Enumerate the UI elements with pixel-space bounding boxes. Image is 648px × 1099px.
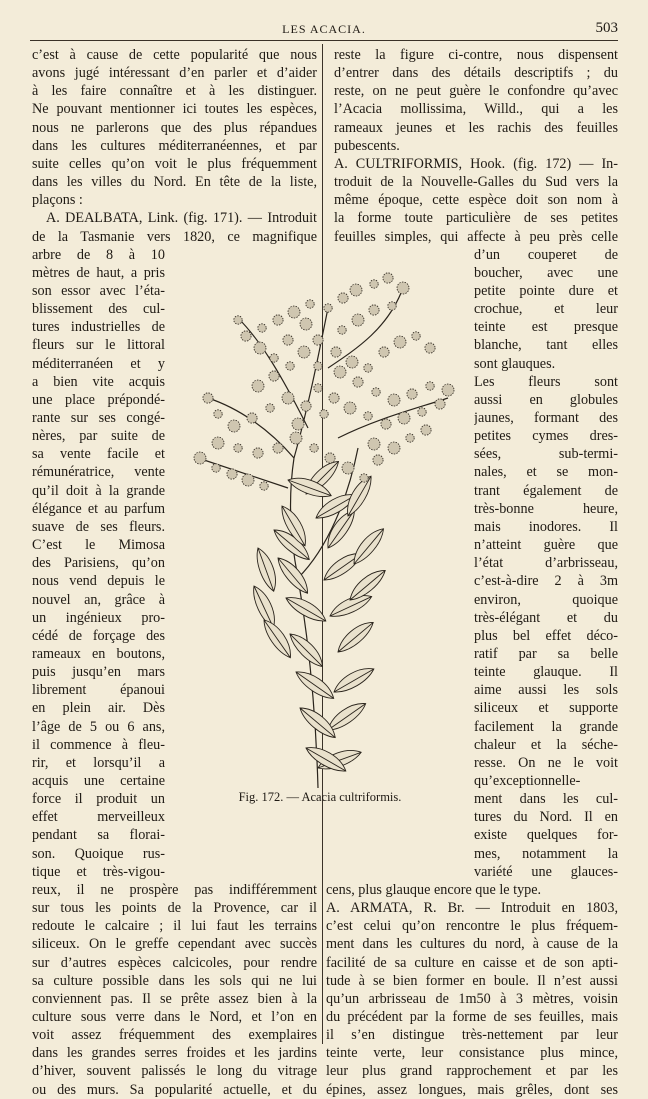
text-line: sa culture possible dans les sols qui ne lui: [32, 972, 317, 989]
text-line: ment dans les cul-: [474, 791, 618, 808]
flower-globule: [227, 469, 237, 479]
text-line: librement épanoui: [32, 682, 165, 699]
leaf-shape: [348, 524, 388, 568]
flower-globule: [234, 316, 242, 324]
text-line: épines, assez longues, mais grêles, dont ses: [326, 1081, 618, 1098]
text-line: trant également de: [474, 482, 618, 499]
flower-globule: [373, 455, 383, 465]
flower-globule: [338, 293, 348, 303]
flower-globule: [364, 412, 372, 420]
leaf-shape: [293, 666, 338, 703]
text-line: rameaux jeunes et les rachis des feuilles: [334, 119, 618, 136]
text-line: c’est celui qu’on rencontre le plus fréquem-: [326, 918, 618, 935]
text-line: a bien vite acquis: [32, 373, 165, 390]
text-line: il commence à fleu-: [32, 736, 165, 753]
text-line: méditerranéen et y: [32, 355, 165, 372]
text-line: l’Acacia mollissima, Willd., qui a les: [334, 101, 618, 118]
text-line: force il produit un: [32, 791, 165, 808]
text-line: c’est à cause de cette popularité que nous: [32, 47, 317, 63]
text-line: resse. On ne le voit: [474, 754, 618, 771]
text-line: rameaux en boutons,: [32, 645, 165, 662]
text-line: cédé de forçage des: [32, 627, 165, 644]
text-line: qu’il doit à la grande: [32, 482, 165, 499]
flower-globule: [214, 410, 222, 418]
leaf-shape: [252, 545, 280, 593]
text-line: même époque, cette espèce doit son nom à: [334, 192, 618, 209]
text-line: feuilles simples, qui affecte à peu près celle: [334, 228, 618, 245]
text-line: facilement la grande: [474, 718, 618, 735]
text-line: conviennent pas. Il se prête assez bien à la: [32, 990, 317, 1007]
flower-globule: [258, 324, 266, 332]
text-line: jaunes, formant des: [474, 410, 618, 426]
flower-globule: [269, 371, 279, 381]
flower-globule: [298, 346, 310, 358]
caption-text: Fig. 172. — Acacia cultriformis.: [238, 790, 402, 804]
flower-globule: [369, 305, 379, 315]
text-line: rir, et lorsqu’il a: [32, 754, 165, 771]
text-line: fleurs sur le littoral: [32, 337, 165, 354]
flower-globule: [379, 347, 389, 357]
running-title: LES ACACIA.: [282, 22, 366, 36]
text-line: tures industrielles de: [32, 319, 165, 336]
flower-globule: [388, 394, 400, 406]
flower-globule: [398, 412, 410, 424]
text-line: blissement des cul-: [32, 301, 165, 318]
text-line: dans les villes du Nord. En tête de la liste,: [32, 174, 317, 191]
flower-globule: [342, 462, 354, 474]
text-line: son. Quoique rus-: [32, 845, 165, 862]
text-line: ou des murs. Sa popularité actuelle, et du: [32, 1081, 317, 1098]
text-line: sont glauques.: [474, 355, 556, 372]
flower-globule: [252, 380, 264, 392]
leaf-shape: [273, 553, 313, 597]
flower-globule: [242, 474, 254, 486]
flower-globule: [388, 442, 400, 454]
flower-globule: [273, 315, 283, 325]
text-line: chaleur et la séche-: [474, 736, 618, 753]
text-line: cens, plus glauque encore que le type.: [326, 881, 542, 898]
text-line: teinte glauque. Il: [474, 664, 618, 681]
leaf-shape: [330, 663, 377, 698]
text-line: tures du Nord. Il en: [474, 809, 618, 826]
text-line: l’état d’arbrisseau,: [474, 555, 618, 572]
text-line: rémunératrice, vente: [32, 464, 165, 481]
text-line: du précédent par la forme de ses feuilles, mais: [326, 1008, 618, 1025]
page-number: 503: [595, 20, 618, 36]
flower-globule: [301, 401, 311, 411]
text-line: dans les grandes serres froides et les jardins: [32, 1045, 317, 1062]
flower-globule: [329, 393, 339, 403]
text-line: plaçons :: [32, 192, 83, 209]
text-line: n’atteint guère que: [474, 537, 618, 554]
flower-globule: [234, 444, 242, 452]
text-line: dans les cultures méditerranéennes, et par: [32, 137, 317, 154]
flower-globule: [442, 384, 454, 396]
text-line: en plein air. Dès: [32, 700, 165, 717]
text-line: pendant sa florai-: [32, 827, 165, 844]
text-line: petites cymes dres-: [474, 428, 618, 445]
flower-globule: [228, 420, 240, 432]
text-line: une place prépondé-: [32, 391, 165, 408]
flower-globule: [314, 362, 322, 370]
flower-globule: [282, 392, 294, 404]
text-line: crochue, et leur: [474, 301, 618, 318]
flower-globule: [353, 377, 363, 387]
flower-globule: [306, 300, 314, 308]
text-line: suave de ses fleurs.: [32, 518, 165, 535]
flower-globule: [313, 335, 323, 345]
flower-globule: [254, 342, 266, 354]
flower-globule: [270, 354, 278, 362]
text-line: arbre de 8 à 10: [32, 246, 165, 263]
text-line: nous vend depuis le: [32, 573, 165, 590]
text-line: tude à se bien former en boule. Il n’est aussi: [326, 972, 618, 989]
flower-globule: [331, 347, 341, 357]
text-line: mes, notamment la: [474, 845, 618, 862]
text-line: nous ne parlerons que des plus répandues: [32, 119, 317, 136]
text-line: très-élégant et du: [474, 609, 618, 626]
text-line: mais inodores. Il: [474, 518, 618, 535]
leaf-shape: [327, 590, 374, 622]
flower-globule: [286, 362, 294, 370]
text-line: il s’en distingue très-nettement par leur: [326, 1027, 618, 1044]
flower-globule: [203, 393, 213, 403]
flower-globule: [334, 366, 346, 378]
text-line: voit assez fréquemment des exemplaires: [32, 1027, 317, 1044]
flower-globule: [300, 318, 312, 330]
text-line: A. ARMATA, R. Br. — Introduit en 1803,: [326, 900, 618, 917]
flower-globule: [426, 382, 434, 390]
text-line: d’hiver, souvent palissés le long du vitrage: [32, 1063, 317, 1080]
flower-globule: [320, 410, 328, 418]
text-line: Ne pouvant mentionner ici toutes les espèces,: [32, 101, 317, 118]
text-line: d’entrer dans des détails descriptifs ; du: [334, 65, 618, 82]
text-line: la forme toute particulière de ses petites: [334, 210, 618, 227]
flower-globule: [310, 444, 318, 452]
flower-globule: [435, 399, 445, 409]
flower-globule: [314, 384, 322, 392]
flower-globule: [406, 434, 414, 442]
text-line: très-bonne heure,: [474, 500, 618, 517]
text-line: nales, et se mon-: [474, 464, 618, 481]
flower-globule: [350, 284, 362, 296]
flower-globule: [370, 280, 378, 288]
flower-globule: [394, 336, 406, 348]
flower-globule: [383, 273, 393, 283]
text-line: sur tous les points de la Provence, car il: [32, 900, 317, 917]
text-line: ment dans les cultures du nord, à cause de la: [326, 936, 618, 953]
text-line: à les faire connaître et à les distinguer.: [32, 83, 317, 100]
text-line: troduit de la Nouvelle-Galles du Sud vers la: [334, 174, 618, 191]
flower-globule: [346, 356, 358, 368]
flower-globule: [418, 408, 426, 416]
dealbata-line2: de la Tasmanie vers 1820, ce magnifique: [32, 228, 317, 245]
text-line: C’est le Mimosa: [32, 537, 165, 554]
flower-globule: [381, 419, 391, 429]
text-line: rante sur ses congé-: [32, 410, 165, 426]
text-line: ratif par sa belle: [474, 645, 618, 662]
text-line: variété une glauces-: [474, 863, 618, 880]
text-line: des Parisiens, qu’on: [32, 555, 165, 572]
flower-globule: [372, 388, 380, 396]
flower-globule: [412, 332, 420, 340]
text-line: tique et très-vigou-: [32, 863, 165, 880]
flower-globule: [344, 402, 356, 414]
flower-globule: [324, 304, 332, 312]
text-line: teinte est presque: [474, 319, 618, 336]
text-line: facilité de sa culture en caisse et de son apti-: [326, 954, 618, 971]
flower-globule: [290, 432, 302, 444]
text-line: Les fleurs sont: [474, 373, 618, 390]
figure-caption: [200, 790, 440, 805]
text-line: siliceux. On le greffe cependant avec succès: [32, 936, 317, 953]
flower-globule: [325, 453, 335, 463]
flower-globule: [283, 335, 293, 345]
text-line: reux, il ne prospère pas indifféremment: [32, 881, 317, 898]
text-line: sées, sub-termi-: [474, 446, 618, 463]
text-line: siliceux et supporte: [474, 700, 618, 717]
text-line: l’âge de 5 ou 6 ans,: [32, 718, 165, 735]
text-line: leur plus grand rapprochement et par les: [326, 1063, 618, 1080]
text-line: c’est-à-dire 2 à 3m: [474, 573, 618, 590]
text-line: teinte verte, leur consistance plus mince,: [326, 1045, 618, 1062]
flower-globule: [425, 343, 435, 353]
flower-globule: [194, 452, 206, 464]
text-line: effet merveilleux: [32, 809, 165, 826]
header-rule: [30, 40, 618, 41]
text-line: culture sous verre dans le Nord, et l’on en: [32, 1008, 317, 1025]
text-line: boucher, avec une: [474, 264, 618, 281]
text-line: d’un couperet de: [474, 246, 618, 263]
text-line: suite celles qu’on voit le plus fréquemment: [32, 155, 317, 172]
flower-globule: [364, 364, 372, 372]
flower-globule: [247, 413, 257, 423]
flower-globule: [352, 314, 364, 326]
flower-globule: [212, 437, 224, 449]
flower-globule: [360, 474, 368, 482]
flower-globule: [212, 464, 220, 472]
text-line: un ingénieux pro-: [32, 609, 165, 626]
text-line: qu’exceptionnelle-: [474, 773, 581, 789]
text-line: son essor avec l’éta-: [32, 282, 165, 299]
flower-globule: [260, 482, 268, 490]
text-line: mètres de haut, a pris: [32, 264, 165, 281]
text-line: puis jusqu’en mars: [32, 664, 165, 681]
text-line: petite pointe dure et: [474, 282, 618, 299]
flower-globule: [266, 404, 274, 412]
text-line: redoute le calcaire ; il lui faut les terrains: [32, 918, 317, 935]
text-line: avons jugé intéressant d’en parler et d’aider: [32, 65, 317, 82]
text-line: aime aussi les sols: [474, 682, 618, 699]
flower-globule: [273, 443, 283, 453]
text-line: blanche, tant elles: [474, 337, 618, 354]
flower-globule: [292, 418, 304, 430]
flower-globule: [253, 448, 263, 458]
text-line: sa vente facile et: [32, 446, 165, 463]
text-line: nouvel an, grâce à: [32, 591, 165, 608]
text-line: acquis une certaine: [32, 773, 165, 789]
flower-globule: [407, 389, 417, 399]
text-line: reste la figure ci-contre, nous dispensent: [334, 47, 618, 63]
text-line: reste, on ne peut guère le confondre qu’avec: [334, 83, 618, 100]
leaf-shape: [283, 592, 330, 627]
flower-globule: [338, 326, 346, 334]
text-line: nères, par suite de: [32, 428, 165, 445]
text-line: pubescents.: [334, 137, 400, 154]
text-line: sur d’autres espèces calcicoles, pour rendre: [32, 954, 317, 971]
flower-globule: [421, 425, 431, 435]
flower-globule: [368, 438, 380, 450]
flower-globule: [388, 302, 396, 310]
acacia-illustration: [178, 248, 470, 796]
text-line: plus bel effet déco-: [474, 627, 618, 644]
text-line: environ, quoique: [474, 591, 618, 608]
text-line: existe quelques for-: [474, 827, 618, 844]
text-line: élégance et au parfum: [32, 500, 165, 517]
text-line: qu’un arbrisseau de 1m50 à 3 mètres, voisin: [326, 990, 618, 1007]
text-line: aussi en globules: [474, 391, 618, 408]
dealbata-heading: A. DEALBATA, Link. (fig. 171). — Introduit: [46, 210, 317, 227]
leaf-shape: [333, 617, 377, 657]
flower-globule: [397, 282, 409, 294]
flower-globule: [241, 331, 251, 341]
flower-globule: [288, 306, 300, 318]
text-line: A. CULTRIFORMIS, Hook. (fig. 172) — In-: [334, 155, 618, 172]
